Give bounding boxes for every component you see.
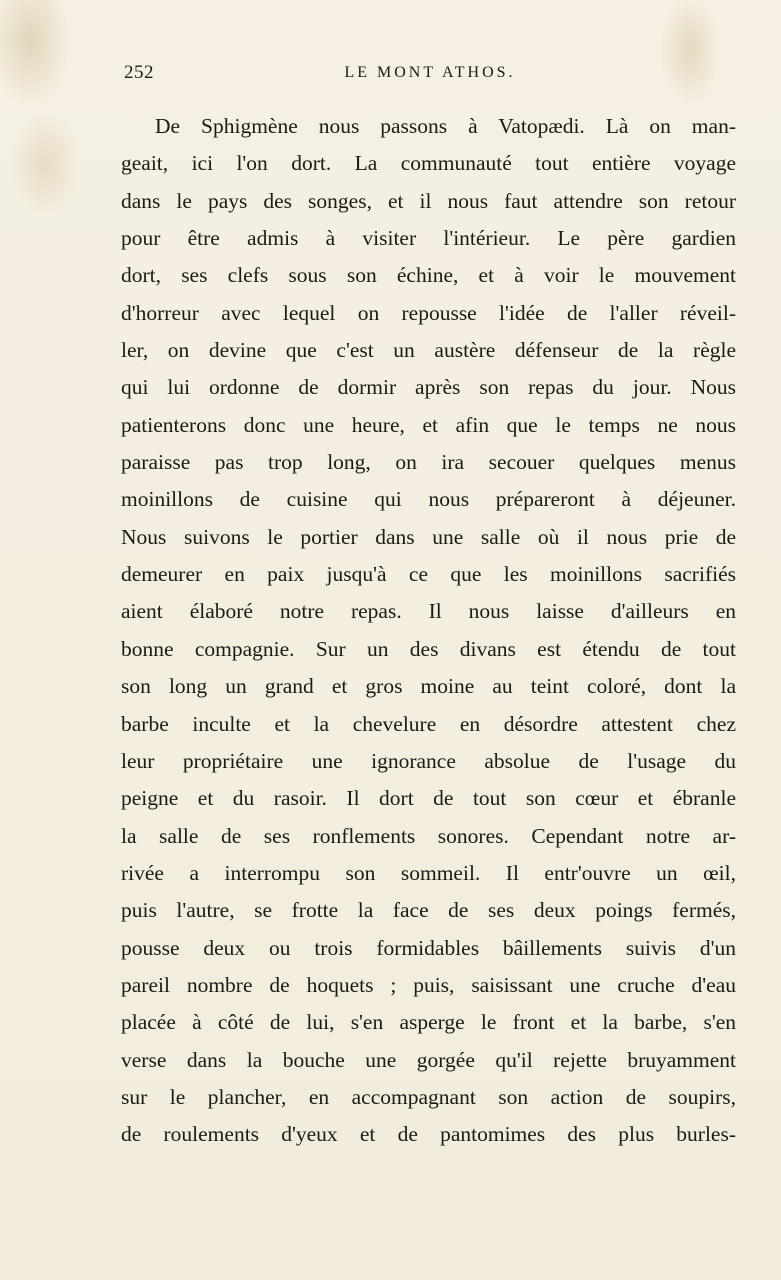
text-line: verse dans la bouche une gorgée qu'il rejette bruyamment: [121, 1047, 736, 1072]
text-line: geait, ici l'on dort. La communauté tout entière voyage: [121, 151, 736, 176]
running-title: LE MONT ATHOS.: [344, 64, 516, 81]
text-line: dans le pays des songes, et il nous faut attendre son retour: [121, 188, 736, 213]
text-line: placée à côté de lui, s'en asperge le front et la barbe, s'en: [121, 1010, 736, 1035]
text-line: pareil nombre de hoquets ; puis, saisissant une cruche d'eau: [121, 972, 736, 997]
text-line: pour être admis à visiter l'intérieur. Le père gardien: [121, 226, 736, 251]
text-line: rivée a interrompu son sommeil. Il entr'ouvre un œil,: [121, 860, 736, 885]
text-line: Nous suivons le portier dans une salle où il nous prie de: [121, 524, 736, 549]
text-line: son long un grand et gros moine au teint coloré, dont la: [121, 674, 736, 699]
text-line: peigne et du rasoir. Il dort de tout son cœur et ébranle: [121, 786, 736, 811]
text-line: leur propriétaire une ignorance absolue de l'usage du: [121, 748, 736, 773]
text-line: ler, on devine que c'est un austère défenseur de la règle: [121, 338, 736, 363]
text-line: paraisse pas trop long, on ira secouer quelques menus: [121, 450, 736, 475]
text-line: barbe inculte et la chevelure en désordre attestent chez: [121, 711, 736, 736]
text-line: aient élaboré notre repas. Il nous laisse d'ailleurs en: [121, 599, 736, 624]
text-line: moinillons de cuisine qui nous prépareront à déjeuner.: [121, 487, 736, 512]
text-line: puis l'autre, se frotte la face de ses deux poings fermés,: [121, 898, 736, 923]
text-line: la salle de ses ronflements sonores. Cependant notre ar-: [121, 823, 736, 848]
text-line: patienterons donc une heure, et afin que le temps ne nous: [121, 412, 736, 437]
text-line: de roulements d'yeux et de pantomimes des plus burles-: [121, 1122, 736, 1147]
text-line: bonne compagnie. Sur un des divans est étendu de tout: [121, 636, 736, 661]
text-line: qui lui ordonne de dormir après son repas du jour. Nous: [121, 375, 736, 400]
text-line: dort, ses clefs sous son échine, et à voir le mouvement: [121, 263, 736, 288]
page-number: 252: [124, 62, 154, 83]
body-text: [121, 108, 736, 1154]
text-line: sur le plancher, en accompagnant son action de soupirs,: [121, 1084, 736, 1109]
text-line: d'horreur avec lequel on repousse l'idée de l'aller réveil-: [121, 300, 736, 325]
text-line: De Sphigmène nous passons à Vatopædi. Là on man-: [155, 114, 736, 138]
text-line: pousse deux ou trois formidables bâillements suivis d'un: [121, 935, 736, 960]
text-line: demeurer en paix jusqu'à ce que les moinillons sacrifiés: [121, 562, 736, 587]
page-header: [124, 62, 736, 90]
